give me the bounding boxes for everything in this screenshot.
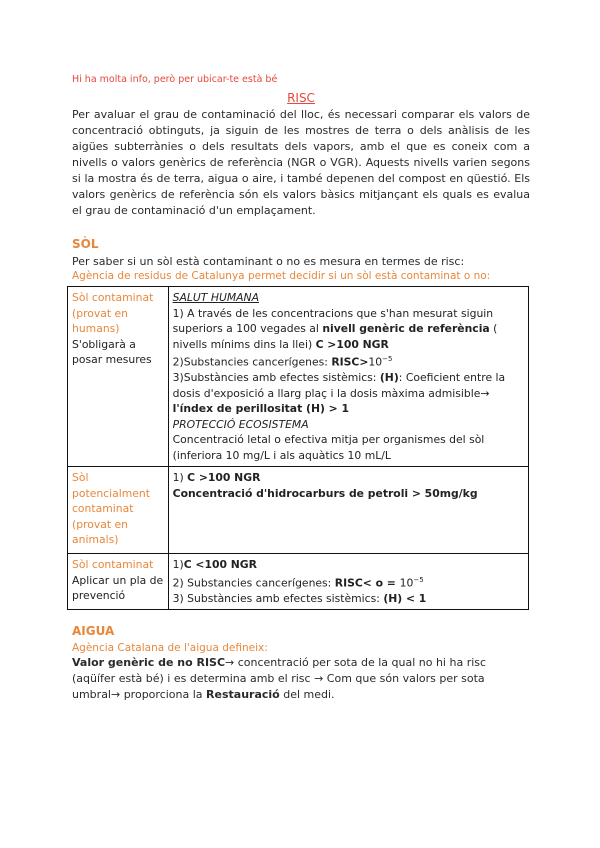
proteccio-ecosistema-heading: PROTECCIÓ ECOSISTEMA	[172, 417, 309, 431]
ecosystem-text: Concentració letal o efectiva mitja per organismes del sòl (inferiora 10 mg/L i als aquàtics 10 mL/L	[172, 433, 485, 462]
criterion-1: 1)C <100 NGR	[172, 558, 257, 572]
row-label-contaminated: Sòl contaminat (provat en humans)	[72, 291, 154, 335]
row-content-cell	[168, 467, 528, 554]
aigua-section-title: AIGUA	[72, 624, 115, 639]
risc-title[interactable]: RISC	[287, 91, 315, 105]
criterion-2: 2) Substancies cancerígenes: RISC< $o = 10^{-5}$	[172, 575, 424, 590]
table-row	[68, 467, 529, 554]
row-label-potential: Sòl potencialment contaminat (provat en animals)	[72, 471, 150, 547]
criterion-2: Concentració d'hidrocarburs de petroli > 50mg/kg	[172, 486, 478, 500]
row-content-cell	[168, 554, 528, 610]
row-label-contaminated: Sòl contaminat	[72, 558, 154, 572]
row-sublabel: S'obligarà a posar mesures	[72, 337, 152, 366]
intro-paragraph: Per avaluar el grau de contaminació del lloc, és necessari comparar els valors de concentració obtinguts, ja siguin de les mostres de terra o dels anàlisis de les aigües subterrànies o dels resultats dels vapors, amb el que es coneix com a nivells o valors genèrics de referència (NGR o VGR). Aquests nivells varien segons si la mostra és de terra, aigua o aire, i també depenen del compost en qüestió. Els valors genèrics de referència són els valors bàsics mitjançant els quals es evalua el grau de contaminació d'un emplaçament.	[72, 108, 530, 217]
risk-table	[67, 286, 529, 610]
sol-intro: Per saber si un sòl està contaminant o no es mesura en termes de risc:	[72, 255, 465, 268]
sol-agency: Agència de residus de Catalunya permet decidir si un sòl està contaminat o no:	[72, 270, 491, 282]
aigua-agency: Agència Catalana de l'aigua defineix:	[72, 642, 268, 655]
document-page	[72, 74, 530, 703]
sol-section-title: SÒL	[72, 237, 99, 251]
criterion-3: 3) Substàncies amb efectes sistèmics: (H) < 1	[172, 591, 427, 605]
row-label-cell	[68, 287, 169, 467]
table-row	[68, 554, 529, 610]
row-content-cell	[168, 287, 528, 467]
row-label-cell	[68, 467, 169, 554]
criterion-2: 2)Substancies cancerígenes: $RISC>10^{-5}$	[172, 355, 393, 369]
salut-humana-heading: SALUT HUMANA	[172, 291, 260, 304]
aigua-paragraph: Valor genèric de no RISC→ concentració per sota de la qual no hi ha risc (aqüífer està bé) i es determina amb el risc → Com que són valors per sota umbral→ proporciona la Restauració del medi.	[72, 656, 487, 702]
criterion-1: 1) C >100 NGR	[172, 471, 261, 485]
margin-note: Hi ha molta info, però per ubicar-te està bé	[72, 74, 278, 85]
row-sublabel: Aplicar un pla de prevenció	[72, 573, 164, 603]
criterion-1: 1) A través de les concentracions que s'han mesurat siguin superiors a 100 vegades al nivell genèric de referència ( nivells mínims dins la llei) C >100 NGR	[172, 306, 498, 351]
row-label-cell	[68, 554, 169, 610]
criterion-3: 3)Substàncies amb efectes sistèmics: (H): Coeficient entre la dosis d'exposició a llarg plaç i la dosis màxima admisible→ l'índex de perillositat (H) > 1	[172, 371, 506, 416]
table-row	[68, 287, 529, 467]
